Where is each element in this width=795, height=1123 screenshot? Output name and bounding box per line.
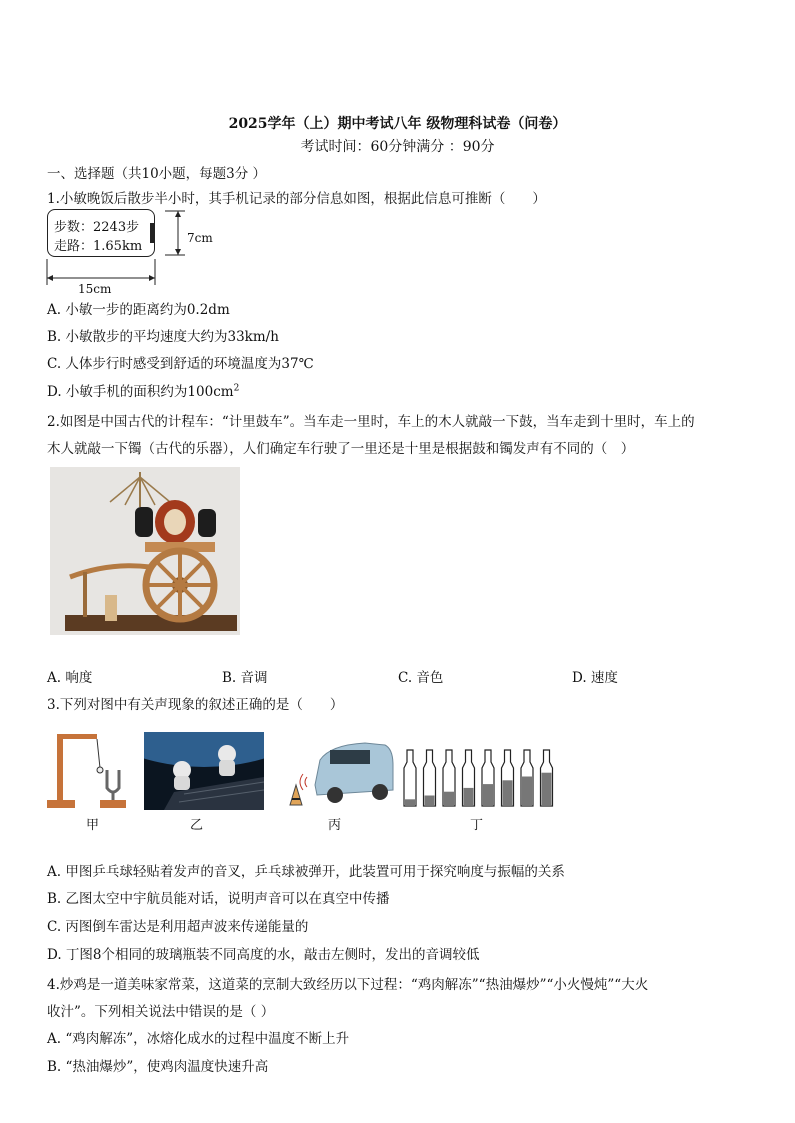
q3-option-c: C. 丙图倒车雷达是利用超声波来传递能量的 <box>47 919 309 935</box>
q3-caption-jia: 甲 <box>86 818 100 833</box>
q4-stem-line2: 收汁”。下列相关说法中错误的是（ ） <box>47 1004 275 1020</box>
q4-option-a: A. “鸡肉解冻”，冰熔化成水的过程中温度不断上升 <box>47 1031 350 1047</box>
section-heading: 一、选择题（共10小题，每题3分 ） <box>47 166 267 182</box>
dim-width-label: 15cm <box>78 282 112 296</box>
reversing-car-figure <box>285 735 395 810</box>
phone-steps-text: 步数：2243步 <box>54 220 140 235</box>
bottle-4 <box>463 750 475 806</box>
q3-option-b: B. 乙图太空中宇航员能对话，说明声音可以在真空中传播 <box>47 891 390 907</box>
bottle-water <box>425 796 435 806</box>
bottle-water <box>483 784 493 805</box>
bottle-water <box>444 792 454 805</box>
bottle-2 <box>424 750 436 806</box>
exam-subtitle: 考试时间：60分钟满分 ：90分 <box>300 139 495 155</box>
q1-option-a: A. 小敏一步的距离约为0.2dm <box>47 302 230 318</box>
bottle-7 <box>521 750 533 806</box>
bottle-6 <box>502 750 514 806</box>
q1-option-d: D. 小敏手机的面积约为$100cm^2$ <box>47 383 240 400</box>
phone-distance-text: 走路：1.65km <box>54 239 143 254</box>
astronaut-photo <box>144 732 264 810</box>
bottle-water <box>542 773 552 805</box>
q4-option-b: B. “热油爆炒”，使鸡肉温度快速升高 <box>47 1059 269 1075</box>
q1-option-d-superscript: 2 <box>233 383 240 394</box>
bottle-water <box>503 780 513 805</box>
bottle-1 <box>404 750 416 806</box>
q3-caption-yi: 乙 <box>190 818 204 833</box>
q4-stem-line1: 4.炒鸡是一道美味家常菜，这道菜的烹制大致经历以下过程：“鸡肉解冻”“热油爆炒”“小火慢炖”“大火 <box>47 977 649 993</box>
q3-caption-ding: 丁 <box>470 818 484 833</box>
bottle-water <box>464 788 474 805</box>
q2-option-d: D. 速度 <box>572 670 618 686</box>
dim-height-label: 7cm <box>187 231 213 245</box>
bottle-8 <box>541 750 553 806</box>
q3-caption-bing: 丙 <box>328 818 342 833</box>
q3-stem: 3.下列对图中有关声现象的叙述正确的是（ ） <box>47 697 344 713</box>
q1-option-c: C. 人体步行时感受到舒适的环境温度为37℃ <box>47 356 314 372</box>
bottle-5 <box>482 750 494 806</box>
phone-dimension-lines <box>40 203 240 298</box>
q3-option-d: D. 丁图8个相同的玻璃瓶装不同高度的水，敲击左侧时，发出的音调较低 <box>47 947 480 963</box>
q1-option-b: B. 小敏散步的平均速度大约为33km/h <box>47 329 279 345</box>
q1-stem: 1.小敏晚饭后散步半小时，其手机记录的部分信息如图，根据此信息可推断（ ） <box>47 191 546 207</box>
q2-option-b: B. 音调 <box>222 670 268 686</box>
bottle-3 <box>443 750 455 806</box>
drum-cart-photo <box>50 467 240 635</box>
bottle-water <box>522 777 532 806</box>
q2-option-c: C. 音色 <box>398 670 444 686</box>
exam-title: 2025学年（上）期中考试八年 级物理科试卷（问卷） <box>228 116 567 132</box>
q2-option-a: A. 响度 <box>47 670 93 686</box>
glass-bottles-figure <box>400 748 560 810</box>
q2-stem-line2: 木人就敲一下镯（古代的乐器），人们确定车行驶了一里还是十里是根据鼓和镯发声有不同的（ ） <box>47 441 635 457</box>
bottle-water <box>405 799 415 805</box>
q3-option-a: A. 甲图乒乓球轻贴着发声的音叉，乒乓球被弹开，此装置可用于探究响度与振幅的关系 <box>47 864 565 880</box>
tuning-fork-figure <box>45 730 135 810</box>
q2-stem-line1: 2.如图是中国古代的计程车：“计里鼓车”。当车走一里时，车上的木人就敲一下鼓，当车走到十里时，车上的 <box>47 414 695 430</box>
